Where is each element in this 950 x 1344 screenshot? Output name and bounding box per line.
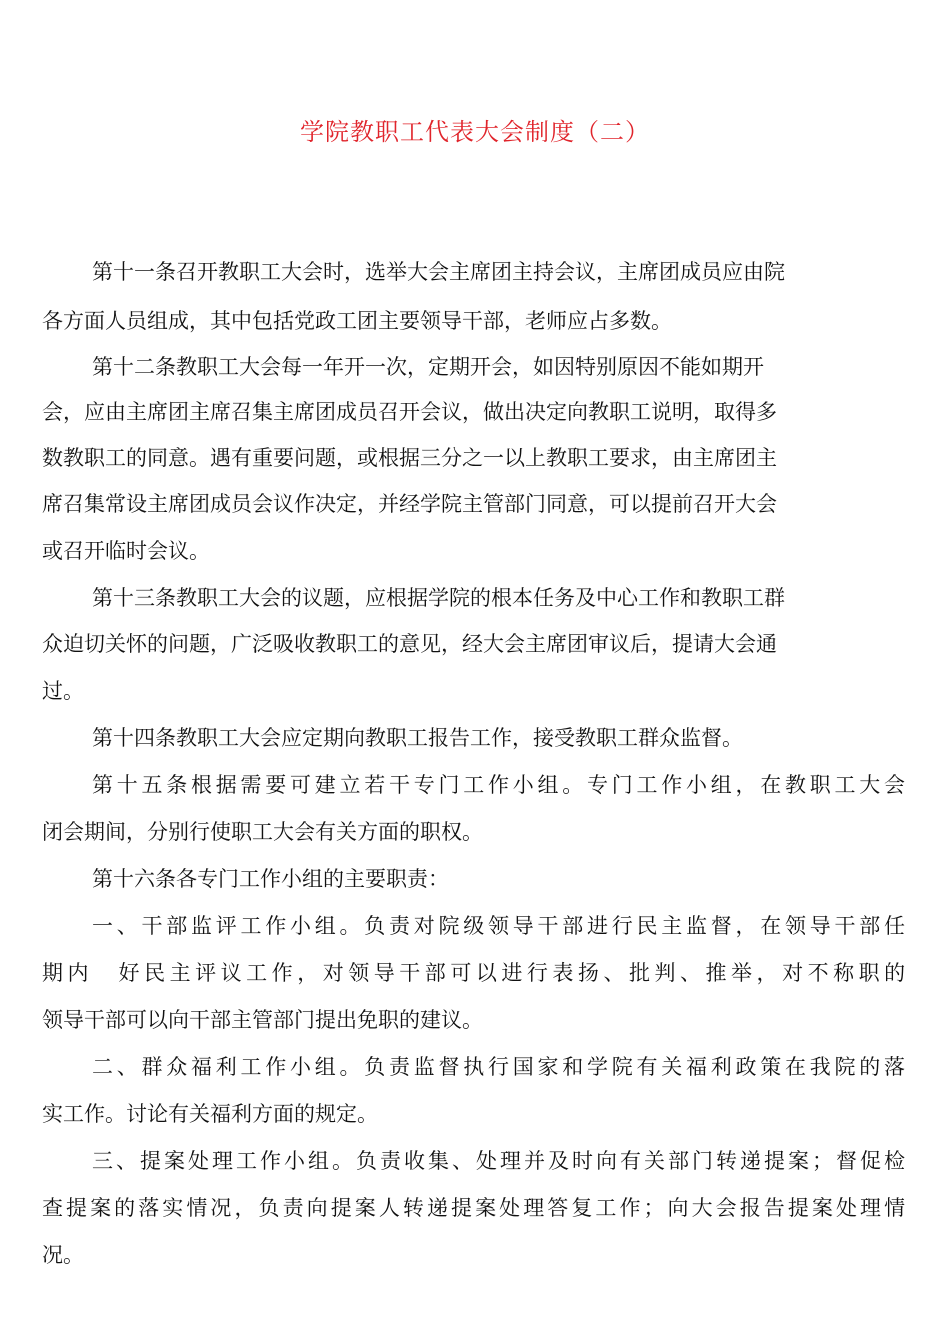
paragraph-line: 第十四条教职工大会应定期向教职工报告工作，接受教职工群众监督。 (92, 726, 743, 750)
document-title: 学院教职工代表大会制度（二） (300, 118, 650, 146)
paragraph-line: 会，应由主席团主席召集主席团成员召开会议，做出决定向教职工说明，取得多 (42, 400, 777, 424)
paragraph-line: 第十二条教职工大会每一年开一次，定期开会，如因特别原因不能如期开 (92, 355, 764, 379)
paragraph-line: 或召开临时会议。 (42, 539, 210, 563)
paragraph-line: 第十三条教职工大会的议题，应根据学院的根本任务及中心工作和教职工群 (92, 586, 785, 610)
paragraph-line: 席召集常设主席团成员会议作决定，并经学院主管部门同意，可以提前召开大会 (42, 492, 777, 516)
paragraph-line: 期内 好民主评议工作，对领导干部可以进行表扬、批判、推举，对不称职的 (42, 961, 910, 985)
paragraph-line: 众迫切关怀的问题，广泛吸收教职工的意见，经大会主席团审议后，提请大会通 (42, 632, 777, 656)
paragraph-line: 三、提案处理工作小组。负责收集、处理并及时向有关部门转递提案；督促检 (92, 1149, 908, 1173)
paragraph-line: 领导干部可以向干部主管部门提出免职的建议。 (42, 1008, 483, 1032)
paragraph-line: 查提案的落实情况，负责向提案人转递提案处理答复工作；向大会报告提案处理情 (42, 1196, 909, 1220)
paragraph-line: 过。 (42, 679, 84, 703)
paragraph-line: 实工作。讨论有关福利方面的规定。 (42, 1102, 378, 1126)
paragraph-line: 第十五条根据需要可建立若干专门工作小组。专门工作小组，在教职工大会 (92, 773, 909, 797)
paragraph-line: 数教职工的同意。遇有重要问题，或根据三分之一以上教职工要求，由主席团主 (42, 446, 777, 470)
paragraph-line: 各方面人员组成，其中包括党政工团主要领导干部，老师应占多数。 (42, 309, 672, 333)
paragraph-line: 闭会期间，分别行使职工大会有关方面的职权。 (42, 820, 483, 844)
paragraph-line: 一、干部监评工作小组。负责对院级领导干部进行民主监督，在领导干部任 (92, 914, 909, 938)
paragraph-line: 第十六条各专门工作小组的主要职责： (92, 867, 449, 891)
paragraph-line: 二、群众福利工作小组。负责监督执行国家和学院有关福利政策在我院的落 (92, 1055, 909, 1079)
paragraph-line: 第十一条召开教职工大会时，选举大会主席团主持会议，主席团成员应由院 (92, 260, 785, 284)
paragraph-line: 况。 (42, 1243, 84, 1267)
